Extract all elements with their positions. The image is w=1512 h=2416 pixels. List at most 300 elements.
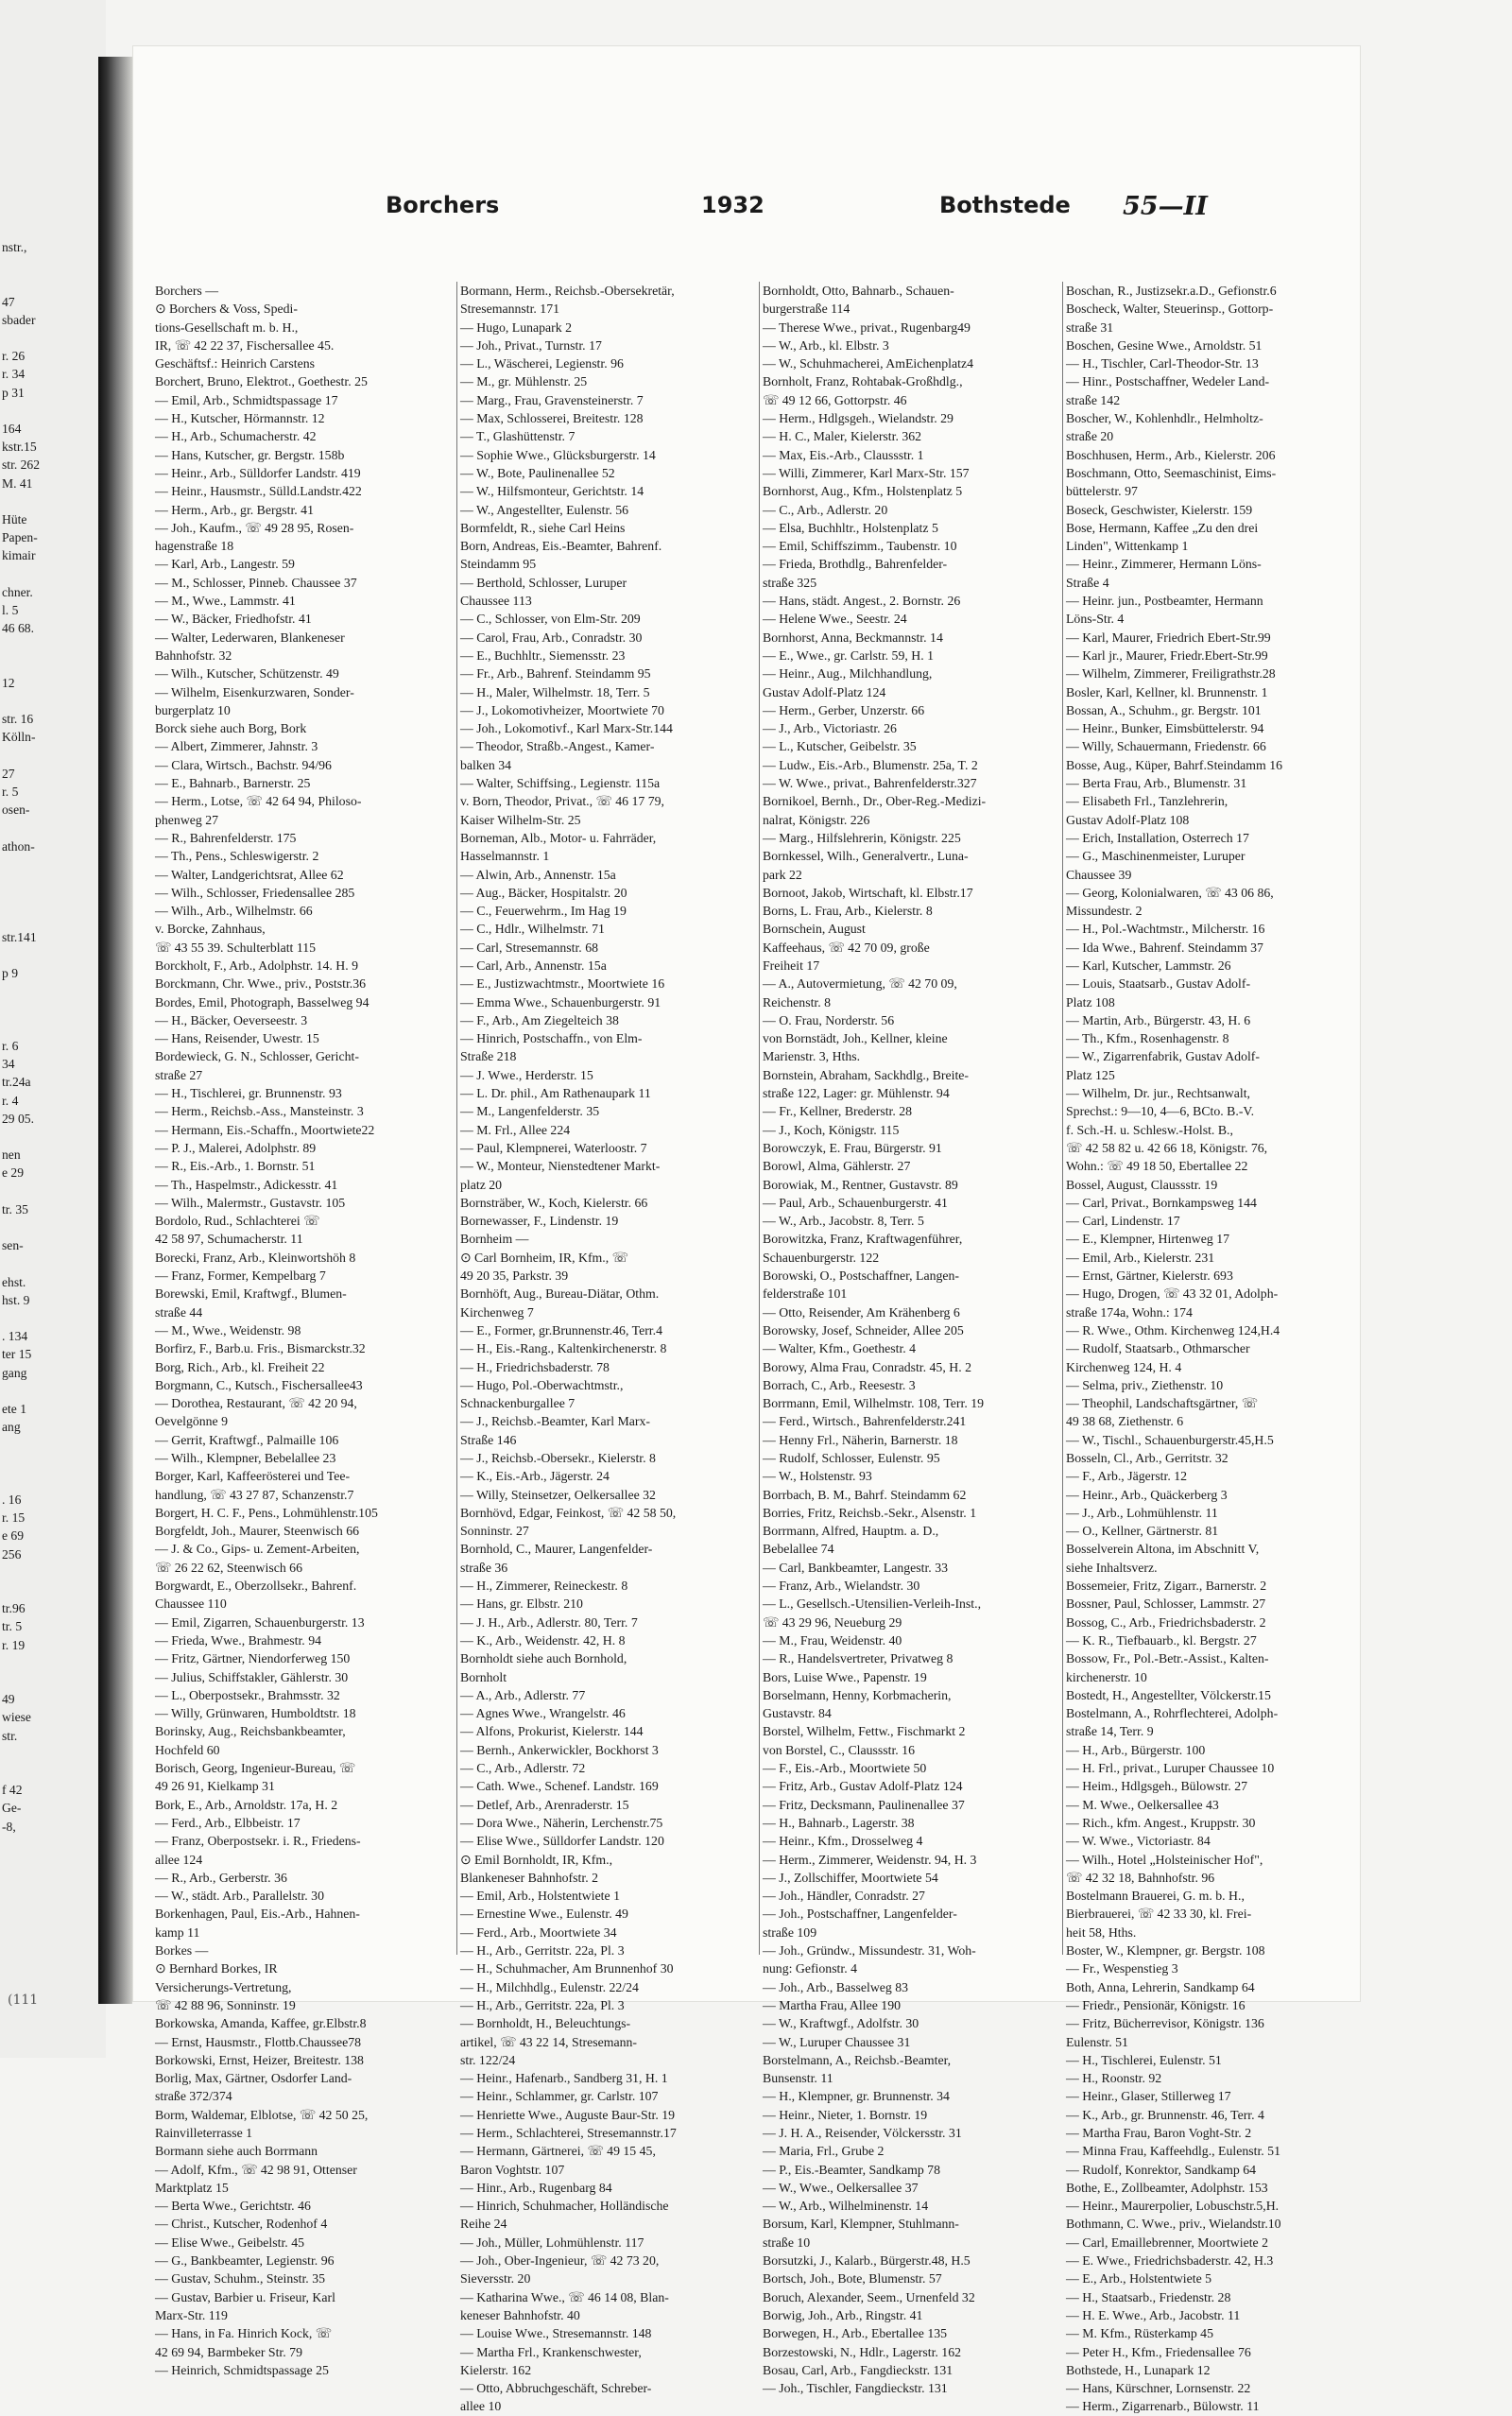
directory-entry-line: — W., Arb., kl. Elbstr. 3: [763, 337, 889, 353]
directory-entry-line: — Ferd., Arb., Elbbeistr. 17: [155, 1815, 301, 1830]
directory-entry-line: — Maria, Frl., Grube 2: [763, 2144, 885, 2159]
directory-entry-line: — Karl, Kutscher, Lammstr. 26: [1066, 958, 1231, 973]
directory-entry-line: Marktplatz 15: [155, 2180, 229, 2195]
directory-entry-line: Bornoot, Jakob, Wirtschaft, kl. Elbstr.17: [763, 885, 973, 900]
directory-entry-line: — Carl, Bankbeamter, Langestr. 33: [763, 1560, 948, 1575]
directory-entry-line: — Herm., Reichsb.-Ass., Mansteinstr. 3: [155, 1104, 364, 1119]
left-page-line: [2, 1563, 96, 1581]
directory-entry-line: — W., Luruper Chaussee 31: [763, 2034, 911, 2049]
directory-entry-line: — Georg, Kolonialwaren, ☏ 43 06 86,: [1066, 885, 1274, 900]
directory-entry-line: Marienstr. 3, Hths.: [763, 1049, 861, 1064]
directory-entry-line: — H., Schuhmacher, Am Brunnenhof 30: [460, 1961, 674, 1976]
left-page-line: . 16: [2, 1493, 22, 1508]
directory-entry-line: str. 122/24: [460, 2052, 516, 2067]
left-page-line: [2, 1745, 96, 1763]
directory-entry-line: — R. Wwe., Othm. Kirchenweg 124,H.4: [1066, 1322, 1280, 1337]
directory-entry-line: balken 34: [460, 757, 512, 772]
left-page-line: [2, 910, 96, 928]
directory-entry-line: — E. Wwe., Friedrichsbaderstr. 42, H.3: [1066, 2253, 1274, 2269]
directory-entry-line: Borgmann, C., Kutsch., Fischersallee43: [155, 1377, 363, 1392]
directory-entry-line: Reihe 24: [460, 2217, 507, 2232]
directory-entry-line: Bossog, C., Arb., Friedrichsbaderstr. 2: [1066, 1614, 1266, 1630]
left-page-line: M. 41: [2, 475, 33, 491]
directory-entry-line: — W., städt. Arb., Parallelstr. 30: [155, 1889, 324, 1904]
directory-entry-line: — Ida Wwe., Bahrenf. Steindamm 37: [1066, 940, 1263, 955]
directory-entry-line: Schauenburgerstr. 122: [763, 1250, 880, 1265]
directory-entry-line: — J., Arb., Lohmühlenstr. 11: [1066, 1505, 1218, 1520]
directory-entry-line: artikel, ☏ 43 22 14, Stresemann-: [460, 2034, 637, 2049]
directory-entry-line: — Marg., Frau, Gravensteinerstr. 7: [460, 392, 644, 407]
left-page-line: [2, 656, 96, 674]
directory-entry-line: — Selma, priv., Ziethenstr. 10: [1066, 1377, 1224, 1392]
directory-entry-line: — Franz, Oberpostsekr. i. R., Friedens-: [155, 1834, 361, 1849]
directory-entry-line: — Berta Wwe., Gerichtstr. 46: [155, 2199, 311, 2214]
directory-entry-line: Marx-Str. 119: [155, 2307, 228, 2322]
directory-entry-line: — Wilhelm, Zimmerer, Freiligrathstr.28: [1066, 666, 1276, 682]
left-page-line: . 134: [2, 1329, 28, 1344]
directory-entry-line: — Hinrich, Schuhmacher, Holländische: [460, 2199, 669, 2214]
directory-entry-line: — O., Kellner, Gärtnerstr. 81: [1066, 1524, 1219, 1539]
directory-entry-line: ☏ 49 12 66, Gottorpstr. 46: [763, 392, 907, 407]
directory-entry-line: — J., Arb., Victoriastr. 26: [763, 721, 897, 736]
directory-entry-line: straße 20: [1066, 429, 1114, 444]
directory-entry-line: — Joh., Lokomotivf., Karl Marx-Str.144: [460, 721, 673, 736]
directory-entry-line: Borkowska, Amanda, Kaffee, gr.Elbstr.8: [155, 2016, 367, 2031]
directory-entry-line: Sieversstr. 20: [460, 2271, 531, 2287]
left-page-line: sen-: [2, 1238, 24, 1253]
left-page-line: 46 68.: [2, 621, 34, 636]
directory-entry-line: Borowitzka, Franz, Kraftwagenführer,: [763, 1232, 963, 1247]
directory-entry-line: Borsum, Karl, Klempner, Stuhlmann-: [763, 2217, 959, 2232]
directory-entry-line: Borewski, Emil, Kraftwgf., Blumen-: [155, 1286, 347, 1302]
directory-entry-line: Bosselverein Altona, im Abschnitt V,: [1066, 1542, 1260, 1557]
directory-entry-line: — W., Arb., Jacobstr. 8, Terr. 5: [763, 1214, 924, 1229]
directory-entry-line: — H., Bäcker, Oeverseestr. 3: [155, 1012, 308, 1027]
directory-entry-line: — Willy, Grünwaren, Humboldtstr. 18: [155, 1706, 356, 1721]
directory-entry-line: Löns-Str. 4: [1066, 612, 1125, 627]
left-page-line: p 9: [2, 966, 18, 981]
directory-entry-line: — Aug., Bäcker, Hospitalstr. 20: [460, 885, 627, 900]
directory-entry-line: Bors, Luise Wwe., Papenstr. 19: [763, 1669, 927, 1684]
directory-entry-line: Boscheck, Walter, Steuerinsp., Gottorp-: [1066, 302, 1274, 317]
directory-entry-line: — H., Tischlerei, Eulenstr. 51: [1066, 2052, 1222, 2067]
directory-entry-line: Rainvilleterrasse 1: [155, 2125, 253, 2140]
directory-entry-line: platz 20: [460, 1177, 503, 1192]
directory-entry-line: Born, Andreas, Eis.-Beamter, Bahrenf.: [460, 539, 662, 554]
directory-entry-line: Chaussee 39: [1066, 867, 1132, 882]
left-page-line: [2, 1309, 96, 1327]
directory-entry-line: Borfirz, F., Barb.u. Fris., Bismarckstr.32: [155, 1341, 366, 1356]
directory-entry-line: straße 31: [1066, 319, 1114, 335]
directory-entry-line: — Hinr., Arb., Rugenbarg 84: [460, 2180, 612, 2195]
left-page-line: 29 05.: [2, 1111, 34, 1126]
directory-entry-line: Boschan, R., Justizsekr.a.D., Gefionstr.6: [1066, 284, 1277, 298]
directory-entry-line: Reichenstr. 8: [763, 994, 832, 1010]
directory-entry-line: — Fr., Arb., Bahrenf. Steindamm 95: [460, 666, 651, 682]
directory-entry-line: — Hermann, Eis.-Schaffn., Moortwiete22: [155, 1122, 375, 1137]
column-4: [1066, 282, 1349, 2414]
directory-entry-line: Bothmann, C. Wwe., priv., Wielandstr.10: [1066, 2217, 1281, 2232]
directory-entry-line: — H., Tischler, Carl-Theodor-Str. 13: [1066, 356, 1259, 371]
directory-entry-line: — H. C., Maler, Kielerstr. 362: [763, 429, 922, 444]
left-page-line: kstr.15: [2, 440, 37, 455]
directory-entry-line: — Frieda, Wwe., Brahmestr. 94: [155, 1632, 322, 1648]
directory-entry-line: — Hans, Kürschner, Lornsenstr. 22: [1066, 2381, 1251, 2396]
left-page-line: -8,: [2, 1819, 16, 1834]
directory-entry-line: burgerstraße 114: [763, 302, 850, 317]
directory-entry-line: — K., Arb., gr. Brunnenstr. 46, Terr. 4: [1066, 2107, 1264, 2122]
directory-entry-line: — Louise Wwe., Stresemannstr. 148: [460, 2326, 652, 2341]
directory-entry-line: — Herm., Zimmerer, Weidenstr. 94, H. 3: [763, 1852, 977, 1867]
directory-entry-line: — Walter, Landgerichtsrat, Allee 62: [155, 867, 344, 882]
left-page-line: [2, 855, 96, 873]
left-page-line: [2, 1001, 96, 1019]
directory-entry-line: Borstel, Wilhelm, Fettw., Fischmarkt 2: [763, 1724, 966, 1739]
left-page-line: nstr.,: [2, 240, 27, 254]
left-page-line: Ge-: [2, 1801, 22, 1816]
left-page-line: chner.: [2, 584, 33, 599]
directory-entry-line: Borstelmann, A., Reichsb.-Beamter,: [763, 2052, 952, 2067]
directory-entry-line: — Sophie Wwe., Glücksburgerstr. 14: [460, 447, 656, 462]
directory-entry-line: — Albert, Zimmerer, Jahnstr. 3: [155, 739, 318, 754]
directory-entry-line: büttelerstr. 97: [1066, 484, 1138, 499]
directory-entry-line: — Agnes Wwe., Wrangelstr. 46: [460, 1706, 626, 1721]
left-edge-text: (111: [8, 1993, 39, 2008]
directory-entry-line: — M., Wwe., Weidenstr. 98: [155, 1322, 301, 1337]
book-gutter: [98, 57, 132, 2004]
directory-entry-line: — Wilh., Schlosser, Friedensallee 285: [155, 885, 355, 900]
directory-entry-line: — Willi, Zimmerer, Karl Marx-Str. 157: [763, 465, 970, 480]
directory-entry-line: Borrach, C., Arb., Reesestr. 3: [763, 1377, 916, 1392]
directory-entry-line: — Berta Frau, Arb., Blumenstr. 31: [1066, 776, 1247, 791]
directory-entry-line: — Heinr. jun., Postbeamter, Hermann: [1066, 594, 1263, 609]
directory-entry-line: — Otto, Reisender, Am Krähenberg 6: [763, 1304, 960, 1320]
directory-entry-line: Bormfeldt, R., siehe Carl Heins: [460, 520, 626, 535]
directory-entry-line: — J. H. A., Reisender, Völckersstr. 31: [763, 2125, 962, 2140]
directory-entry-line: — Fritz, Gärtner, Niendorferweg 150: [155, 1651, 351, 1666]
left-page-line: ter 15: [2, 1347, 32, 1362]
directory-entry-line: — W., Bäcker, Friedhofstr. 41: [155, 612, 312, 627]
directory-entry-line: Wohn.: ☏ 49 18 50, Ebertallee 22: [1066, 1159, 1248, 1174]
left-page-line: [2, 820, 96, 837]
directory-entry-line: Borm, Waldemar, Elblotse, ☏ 42 50 25,: [155, 2107, 369, 2122]
directory-entry-line: — Wilh., Hotel „Holsteinischer Hof",: [1066, 1852, 1263, 1867]
directory-entry-line: Bornstein, Abraham, Sackhdlg., Breite-: [763, 1067, 970, 1082]
directory-entry-line: — H., Klempner, gr. Brunnenstr. 34: [763, 2089, 950, 2104]
directory-entry-line: — J. Wwe., Herderstr. 15: [460, 1067, 593, 1082]
directory-entry-line: Bahnhofstr. 32: [155, 647, 232, 663]
directory-entry-line: Bornikoel, Bernh., Dr., Ober-Reg.-Medizi-: [763, 794, 987, 809]
directory-entry-line: — Hugo, Lunapark 2: [460, 319, 573, 335]
directory-entry-line: — Helene Wwe., Seestr. 24: [763, 612, 907, 627]
directory-entry-line: — R., Eis.-Arb., 1. Bornstr. 51: [155, 1159, 316, 1174]
directory-entry-line: — W., Holstenstr. 93: [763, 1469, 872, 1484]
directory-entry-line: Both, Anna, Lehrerin, Sandkamp 64: [1066, 1979, 1255, 1994]
left-page-line: [2, 1473, 96, 1491]
directory-entry-line: Hasselmannstr. 1: [460, 849, 550, 864]
left-page-line: [2, 891, 96, 909]
directory-entry-line: straße 109: [763, 1924, 817, 1940]
directory-entry-line: Hochfeld 60: [155, 1742, 220, 1757]
directory-entry-line: — Hans, Reisender, Uwestr. 15: [155, 1031, 319, 1046]
directory-entry-line: — Paul, Arb., Schauenburgerstr. 41: [763, 1195, 948, 1210]
directory-entry-line: Gustav Adolf-Platz 124: [763, 684, 886, 699]
directory-entry-line: Borg, Rich., Arb., kl. Freiheit 22: [155, 1359, 325, 1374]
directory-entry-line: Straße 4: [1066, 575, 1109, 590]
left-page-line: tr.96: [2, 1601, 26, 1616]
directory-entry-line: — K. R., Tiefbauarb., kl. Bergstr. 27: [1066, 1632, 1257, 1648]
left-page-line: [2, 1654, 96, 1672]
directory-entry-line: Borchers —: [155, 284, 219, 298]
directory-entry-line: straße 174a, Wohn.: 174: [1066, 1304, 1193, 1320]
directory-entry-line: Bornholdt siehe auch Bornhold,: [460, 1651, 627, 1666]
directory-entry-line: — Rudolf, Konrektor, Sandkamp 64: [1066, 2162, 1257, 2177]
directory-entry-line: — J., Koch, Königstr. 115: [763, 1122, 900, 1137]
directory-entry-line: Borkenhagen, Paul, Eis.-Arb., Hahnen-: [155, 1907, 360, 1922]
directory-entry-line: ⊙ Emil Bornholdt, IR, Kfm.,: [460, 1852, 613, 1867]
directory-entry-line: — A., Autovermietung, ☏ 42 70 09,: [763, 976, 957, 992]
directory-entry-line: Blankeneser Bahnhofstr. 2: [460, 1870, 598, 1885]
directory-entry-line: tions-Gesellschaft m. b. H.,: [155, 319, 299, 335]
directory-entry-line: — Cath. Wwe., Schenef. Landstr. 169: [460, 1779, 659, 1794]
directory-entry-line: — Emil, Arb., Holstentwiete 1: [460, 1889, 620, 1904]
header-last-entry: Bothstede: [939, 192, 1071, 218]
directory-entry-line: Bothstede, H., Lunapark 12: [1066, 2362, 1211, 2377]
directory-entry-line: — A., Arb., Adlerstr. 77: [460, 1687, 586, 1702]
directory-entry-line: Steindamm 95: [460, 557, 537, 572]
directory-entry-line: — M., Frau, Weidenstr. 40: [763, 1632, 902, 1648]
left-page-line: hst. 9: [2, 1292, 30, 1307]
directory-entry-line: — M. Wwe., Oelkersallee 43: [1066, 1797, 1219, 1812]
directory-entry-line: — Wilh., Malermstr., Gustavstr. 105: [155, 1195, 346, 1210]
directory-entry-line: Sonninstr. 27: [460, 1524, 529, 1539]
left-page-line: [2, 1581, 96, 1599]
directory-entry-line: — O. Frau, Norderstr. 56: [763, 1012, 895, 1027]
directory-entry-line: Borns, L. Frau, Arb., Kielerstr. 8: [763, 904, 933, 919]
directory-entry-line: — K., Arb., Weidenstr. 42, H. 8: [460, 1632, 626, 1648]
directory-entry-line: ☏ 26 22 62, Steenwisch 66: [155, 1560, 302, 1575]
directory-entry-line: — Heinrich, Schmidtspassage 25: [155, 2362, 329, 2377]
column-divider: [456, 282, 457, 1955]
directory-entry-line: — Th., Kfm., Rosenhagenstr. 8: [1066, 1031, 1229, 1046]
left-page-line: tr. 5: [2, 1619, 23, 1634]
left-page-line: osen-: [2, 802, 30, 818]
directory-entry-line: Borrmann, Emil, Wilhelmstr. 108, Terr. 19: [763, 1396, 985, 1411]
directory-entry-line: — Bernh., Ankerwickler, Bockhorst 3: [460, 1742, 659, 1757]
directory-entry-line: — Max, Schlosserei, Breitestr. 128: [460, 411, 644, 426]
directory-entry-line: — F., Arb., Am Ziegelteich 38: [460, 1012, 619, 1027]
left-page-line: r. 26: [2, 349, 26, 364]
directory-entry-line: Gustav Adolf-Platz 108: [1066, 812, 1190, 827]
directory-entry-line: — Carl, Arb., Annenstr. 15a: [460, 958, 607, 973]
directory-entry-line: Bornewasser, F., Lindenstr. 19: [460, 1214, 619, 1229]
directory-entry-line: — M., Wwe., Lammstr. 41: [155, 594, 296, 609]
directory-entry-line: — Walter, Lederwaren, Blankeneser: [155, 630, 345, 645]
directory-entry-line: — C., Feuerwehrm., Im Hag 19: [460, 904, 627, 919]
directory-entry-line: Bunsenstr. 11: [763, 2071, 833, 2086]
directory-entry-line: Bornhövd, Edgar, Feinkost, ☏ 42 58 50,: [460, 1505, 677, 1520]
directory-entry-line: — Theodor, Straßb.-Angest., Kamer-: [460, 739, 655, 754]
directory-entry-line: Bierbrauerei, ☏ 42 33 30, kl. Frei-: [1066, 1907, 1252, 1922]
directory-entry-line: — Erich, Installation, Osterrech 17: [1066, 830, 1249, 845]
directory-entry-line: — J., Reichsb.-Obersekr., Kielerstr. 8: [460, 1451, 656, 1465]
directory-entry-line: — W., Zigarrenfabrik, Gustav Adolf-: [1066, 1049, 1260, 1064]
left-page-line: 34: [2, 1057, 15, 1072]
directory-entry-line: — R., Arb., Gerberstr. 36: [155, 1870, 287, 1885]
directory-entry-line: Borselmann, Henny, Korbmacherin,: [763, 1687, 952, 1702]
directory-entry-line: — Frieda, Brothdlg., Bahrenfelder-: [763, 557, 948, 572]
directory-entry-line: — Heinr., Bunker, Eimsbüttelerstr. 94: [1066, 721, 1264, 736]
directory-entry-line: — Wilh., Arb., Wilhelmstr. 66: [155, 904, 313, 919]
directory-entry-line: 49 26 91, Kielkamp 31: [155, 1779, 275, 1794]
directory-entry-line: — E., Wwe., gr. Carlstr. 59, H. 1: [763, 647, 935, 663]
directory-entry-line: — Martin, Arb., Bürgerstr. 43, H. 6: [1066, 1012, 1251, 1027]
left-page-line: e 29: [2, 1165, 25, 1181]
left-page-line: [2, 1254, 96, 1272]
left-page-line: [2, 1763, 96, 1781]
directory-entry-line: — H., Kutscher, Hörmannstr. 12: [155, 411, 325, 426]
directory-entry-line: — Christ., Kutscher, Rodenhof 4: [155, 2217, 328, 2232]
directory-entry-line: — Wilh., Kutscher, Schützenstr. 49: [155, 666, 339, 682]
directory-entry-line: — E., Arb., Holstentwiete 5: [1066, 2271, 1212, 2287]
directory-entry-line: Bostedt, H., Angestellter, Völckerstr.15: [1066, 1687, 1271, 1702]
directory-entry-line: Bosler, Karl, Kellner, kl. Brunnenstr. 1: [1066, 684, 1268, 699]
directory-entry-line: — Martha Frl., Krankenschwester,: [460, 2344, 642, 2359]
directory-entry-line: Platz 125: [1066, 1067, 1115, 1082]
directory-entry-line: — R., Handelsvertreter, Privatweg 8: [763, 1651, 954, 1666]
directory-entry-line: Stresemannstr. 171: [460, 302, 559, 317]
directory-entry-line: Bostelmann, A., Rohrflechterei, Adolph-: [1066, 1706, 1279, 1721]
directory-entry-line: Borkowski, Ernst, Heizer, Breitestr. 138: [155, 2052, 364, 2067]
directory-entry-line: Bordolo, Rud., Schlachterei ☏: [155, 1214, 320, 1229]
directory-entry-line: ⊙ Bernhard Borkes, IR: [155, 1961, 278, 1976]
directory-entry-line: — L., Wäscherei, Legienstr. 96: [460, 356, 624, 371]
directory-entry-line: — Detlef, Arb., Arenraderstr. 15: [460, 1797, 629, 1812]
left-page-line: [2, 946, 96, 964]
directory-entry-line: — Heinr., Glaser, Stillerweg 17: [1066, 2089, 1231, 2104]
directory-entry-line: — K., Eis.-Arb., Jägerstr. 24: [460, 1469, 610, 1484]
directory-entry-line: Bose, Hermann, Kaffee „Zu den drei: [1066, 520, 1259, 535]
directory-entry-line: — Karl, Maurer, Friedrich Ebert-Str.99: [1066, 630, 1271, 645]
directory-entry-line: — L., Gesellsch.-Utensilien-Verleih-Inst.,: [763, 1596, 982, 1612]
directory-entry-line: straße 27: [155, 1067, 203, 1082]
directory-entry-line: — Fr., Kellner, Brederstr. 28: [763, 1104, 913, 1119]
directory-entry-line: Bork, E., Arb., Arnoldstr. 17a, H. 2: [155, 1797, 338, 1812]
left-page-line: [2, 1019, 96, 1037]
directory-entry-line: Bormann, Herm., Reichsb.-Obersekretär,: [460, 284, 675, 298]
left-page-line: [2, 637, 96, 655]
directory-entry-line: — Heinr., Schlammer, gr. Carlstr. 107: [460, 2089, 659, 2104]
directory-entry-line: heit 58, Hths.: [1066, 1924, 1137, 1940]
directory-entry-line: — Hans, in Fa. Hinrich Kock, ☏: [155, 2326, 333, 2341]
left-page-line: r. 6: [2, 1038, 19, 1053]
directory-entry-line: Borrbach, B. M., Bahrf. Steindamm 62: [763, 1487, 967, 1502]
directory-entry-line: — C., Schlosser, von Elm-Str. 209: [460, 612, 641, 627]
directory-entry-line: Borowiak, M., Rentner, Gustavstr. 89: [763, 1177, 958, 1192]
directory-entry-line: ☏ 43 29 96, Neueburg 29: [763, 1614, 902, 1630]
directory-entry-line: — Bornholdt, H., Beleuchtungs-: [460, 2016, 631, 2031]
left-page-line: [2, 1672, 96, 1690]
directory-entry-line: — F., Eis.-Arb., Moortwiete 50: [763, 1761, 927, 1776]
directory-entry-line: — Emma Wwe., Schauenburgerstr. 91: [460, 994, 662, 1010]
directory-entry-line: Bossan, A., Schuhm., gr. Bergstr. 101: [1066, 702, 1262, 717]
directory-entry-line: Boster, W., Klempner, gr. Bergstr. 108: [1066, 1943, 1265, 1959]
directory-entry-line: — M., Langenfelderstr. 35: [460, 1104, 600, 1119]
directory-entry-line: — Karl, Arb., Langestr. 59: [155, 557, 295, 572]
directory-entry-line: siehe Inhaltsverz.: [1066, 1560, 1158, 1575]
directory-entry-line: kamp 11: [155, 1924, 200, 1940]
directory-entry-line: Bossow, Fr., Pol.-Betr.-Assist., Kalten-: [1066, 1651, 1269, 1666]
directory-entry-line: — Heinr., Maurerpolier, Lobuschstr.5,H.: [1066, 2199, 1280, 2214]
directory-entry-line: — W., Hilfsmonteur, Gerichtstr. 14: [460, 484, 644, 499]
left-page-line: 164: [2, 422, 22, 437]
directory-entry-line: — H., Arb., Bürgerstr. 100: [1066, 1742, 1206, 1757]
directory-entry-line: Borck siehe auch Borg, Bork: [155, 721, 307, 736]
directory-entry-line: Kaiser Wilhelm-Str. 25: [460, 812, 581, 827]
directory-entry-line: — Rudolf, Schlosser, Eulenstr. 95: [763, 1451, 940, 1465]
left-page-line: [2, 256, 96, 274]
directory-entry-line: ⊙ Borchers & Voss, Spedi-: [155, 302, 298, 317]
directory-entry-line: — Rudolf, Staatsarb., Othmarscher: [1066, 1341, 1250, 1356]
left-page-line: 12: [2, 675, 15, 690]
directory-entry-line: — Wilhelm, Eisenkurzwaren, Sonder-: [155, 684, 354, 699]
left-page-line: [2, 873, 96, 891]
directory-entry-line: Borzestowski, N., Hdlr., Lagerstr. 162: [763, 2344, 961, 2359]
directory-entry-line: — Willy, Schauermann, Friedenstr. 66: [1066, 739, 1266, 754]
directory-entry-line: — Hugo, Drogen, ☏ 43 32 01, Adolph-: [1066, 1286, 1279, 1302]
directory-entry-line: Bornholt, Franz, Rohtabak-Großhdlg.,: [763, 374, 963, 389]
directory-entry-line: — Gustav, Barbier u. Friseur, Karl: [155, 2289, 335, 2304]
left-page-line: p 31: [2, 385, 25, 400]
directory-entry-line: f. Sch.-H. u. Schlesw.-Holst. B.,: [1066, 1122, 1233, 1137]
directory-entry-line: Borisch, Georg, Ingenieur-Bureau, ☏: [155, 1761, 356, 1776]
directory-entry-line: — Louis, Staatsarb., Gustav Adolf-: [1066, 976, 1251, 992]
left-page-line: e 69: [2, 1528, 25, 1544]
directory-entry-line: — M., Schlosser, Pinneb. Chaussee 37: [155, 575, 357, 590]
directory-entry-line: — H., Eis.-Rang., Kaltenkirchenerstr. 8: [460, 1341, 667, 1356]
directory-entry-line: — Rich., kfm. Angest., Kruppstr. 30: [1066, 1815, 1256, 1830]
directory-entry-line: — J., Lokomotivheizer, Moortwiete 70: [460, 702, 664, 717]
directory-entry-line: — M. Kfm., Rüsterkamp 45: [1066, 2326, 1213, 2341]
directory-entry-line: 49 38 68, Ziethenstr. 6: [1066, 1414, 1184, 1429]
directory-entry-line: Missundestr. 2: [1066, 904, 1143, 919]
directory-entry-line: — Heinr., Zimmerer, Hermann Löns-: [1066, 557, 1262, 572]
directory-entry-line: — Minna Frau, Kaffeehdlg., Eulenstr. 51: [1066, 2144, 1280, 2159]
left-page-line: Hüte: [2, 512, 27, 527]
directory-entry-line: — Heim., Hdlgsgeh., Bülowstr. 27: [1066, 1779, 1248, 1794]
directory-entry-line: Bossner, Paul, Schlosser, Lammstr. 27: [1066, 1596, 1266, 1612]
directory-entry-line: — H., Milchhdlg., Eulenstr. 22/24: [460, 1979, 639, 1994]
left-page-line: nen: [2, 1148, 21, 1163]
directory-entry-line: Borowczyk, E. Frau, Bürgerstr. 91: [763, 1140, 942, 1155]
directory-entry-line: — Herm., Schlachterei, Stresemannstr.17: [460, 2125, 677, 2140]
directory-entry-line: — Joh., Tischler, Fangdieckstr. 131: [763, 2381, 948, 2396]
directory-entry-line: Bornkessel, Wilh., Generalvertr., Luna-: [763, 849, 969, 864]
directory-entry-line: — H., Friedrichsbaderstr. 78: [460, 1359, 610, 1374]
left-page-text: [2, 238, 96, 1836]
directory-entry-line: Boschen, Gesine Wwe., Arnoldstr. 51: [1066, 337, 1263, 353]
directory-entry-line: — Ferd., Arb., Moortwiete 34: [460, 1924, 617, 1940]
column-3: [763, 282, 1059, 2396]
directory-entry-line: — T., Glashüttenstr. 7: [460, 429, 576, 444]
left-page-line: tr.24a: [2, 1075, 31, 1090]
left-page-line: 27: [2, 766, 15, 781]
directory-entry-line: — Henny Frl., Näherin, Barnerstr. 18: [763, 1432, 958, 1447]
left-page-line: ang: [2, 1420, 21, 1435]
directory-entry-line: — Willy, Steinsetzer, Oelkersallee 32: [460, 1487, 656, 1502]
directory-entry-line: — Joh., Müller, Lohmühlenstr. 117: [460, 2235, 644, 2250]
directory-entry-line: — Herm., Lotse, ☏ 42 64 94, Philoso-: [155, 794, 362, 809]
